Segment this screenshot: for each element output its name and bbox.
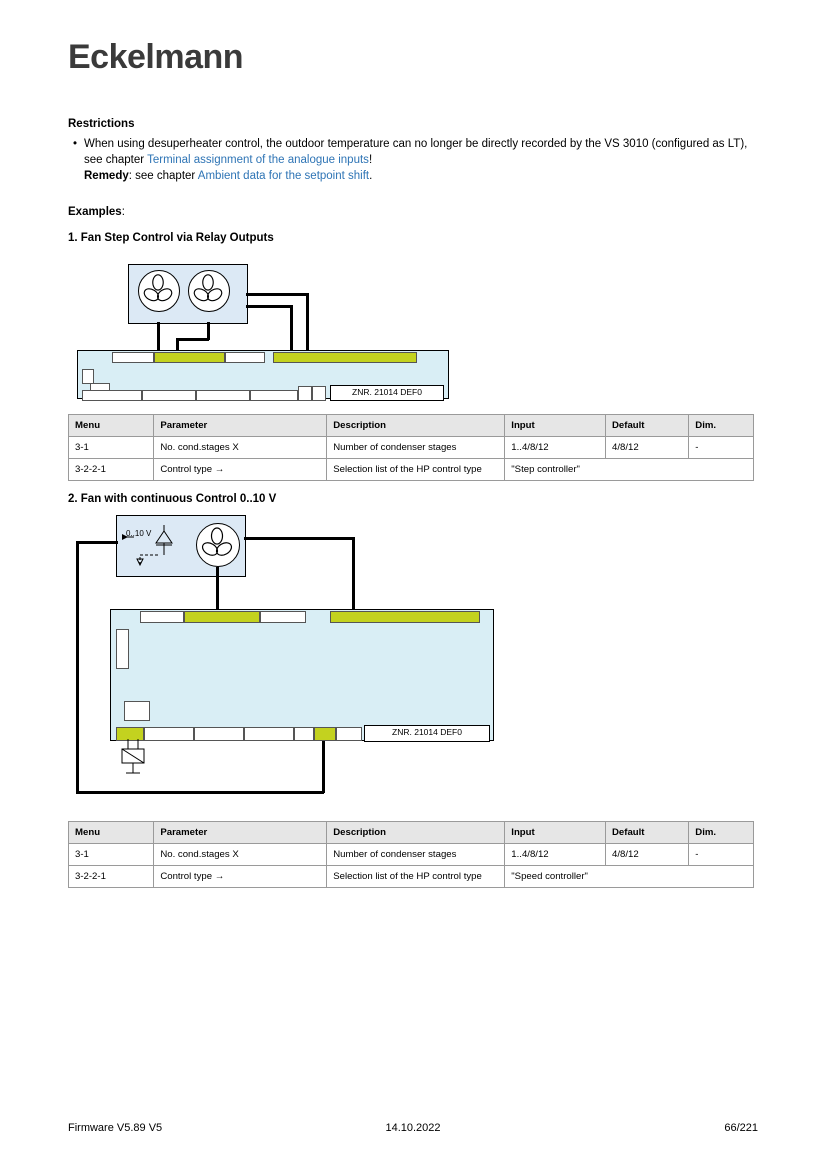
cell-description: Selection list of the HP control type [327,459,505,481]
terminal-strip [140,611,184,623]
terminal-strip [225,352,265,363]
th-default: Default [605,415,688,437]
wire [76,541,118,544]
th-menu: Menu [69,822,154,844]
cell-input: "Step controller" [505,459,754,481]
connector-block [116,629,129,669]
table-header-row [69,415,754,437]
th-parameter: Parameter [154,822,327,844]
cell-dim: - [689,437,754,459]
th-default: Default [605,822,688,844]
remedy-label: Remedy [84,170,129,182]
examples-heading [68,206,758,218]
relay-output-strip [273,352,417,363]
relay-output-strip [330,611,480,623]
wire [246,293,308,296]
remedy-pre: : see chapter [128,170,198,182]
parameter-table-1 [68,414,754,481]
cell-parameter: No. cond.stages X [154,844,327,866]
cell-menu: 3-2-2-1 [69,866,154,888]
wire [244,537,354,540]
voltage-label: 0..10 V [126,529,152,538]
fan-blades-icon [189,271,227,309]
wire [216,567,219,609]
bottom-terminal-strip [336,727,362,741]
cell-default: 4/8/12 [605,437,688,459]
th-dim: Dim. [689,822,754,844]
fan-blades-icon [197,524,237,564]
wire [157,322,160,351]
wire [290,305,293,351]
restrictions-heading: Restrictions [68,118,135,130]
fan-icon [188,270,230,312]
analogue-output-strip [184,611,260,623]
fan-icon [138,270,180,312]
bottom-terminal-strip [194,727,244,741]
bottom-terminal-strip [244,727,294,741]
relay-output-strip [154,352,225,363]
restriction-text: When using desuperheater control, the outdoor temperature can no longer be directly recorded by the VS 3010 (configured as LT), see chapter [84,138,748,166]
controller-board-2 [110,609,494,741]
cell-parameter: Control type → [154,866,327,888]
znr-label: ZNR. 21014 DEF0 [364,725,490,742]
terminal-strip [112,352,154,363]
bottom-terminal-strip [312,386,326,401]
table-row [69,459,754,481]
brand-logo: Eckelmann [68,38,244,76]
cell-input: 1..4/8/12 [505,437,606,459]
connector-block [124,701,150,721]
board-edge-label [80,364,86,384]
cell-dim: - [689,844,754,866]
znr-label: ZNR. 21014 DEF0 [330,385,444,401]
figure-fan-step-control [68,252,758,404]
bottom-terminal-strip [142,390,196,401]
cell-menu: 3-2-2-1 [69,459,154,481]
th-description: Description [327,822,505,844]
wire [176,338,209,341]
link-ambient-data[interactable]: Ambient data for the setpoint shift [197,170,370,182]
example-2-title: 2. Fan with continuous Control 0..10 V [68,493,277,505]
document-content [68,118,758,888]
link-terminal-assignment[interactable]: Terminal assignment of the analogue inputs [147,154,369,166]
table-header-row [69,822,754,844]
bottom-terminal-strip [196,390,250,401]
wire [246,305,292,308]
examples-colon: : [121,206,125,218]
wire [322,739,325,793]
table-row [69,437,754,459]
bottom-terminal-strip [294,727,314,741]
fan-icon [196,523,240,567]
cell-input: "Speed controller" [505,866,754,888]
cell-parameter: Control type → [154,459,327,481]
coil-symbol-icon [116,739,156,781]
bottom-terminal-strip [250,390,298,401]
cell-description: Number of condenser stages [327,844,505,866]
wire [76,791,324,794]
wire [306,293,309,351]
th-input: Input [505,822,606,844]
wire [352,537,355,609]
th-input: Input [505,415,606,437]
th-parameter: Parameter [154,415,327,437]
cell-menu: 3-1 [69,844,154,866]
cell-description: Number of condenser stages [327,437,505,459]
list-item [84,136,758,184]
cell-default: 4/8/12 [605,844,688,866]
th-menu: Menu [69,415,154,437]
restrictions-list [68,136,758,184]
th-description: Description [327,415,505,437]
cell-menu: 3-1 [69,437,154,459]
figure-fan-continuous-control [68,511,758,811]
table-row [69,844,754,866]
footer-date: 14.10.2022 [385,1122,441,1134]
terminal-strip [260,611,306,623]
remedy-post: . [369,170,373,182]
table-row [69,866,754,888]
example-1-title: 1. Fan Step Control via Relay Outputs [68,232,274,244]
bottom-terminal-strip [82,390,142,401]
cell-parameter: No. cond.stages X [154,437,327,459]
fan-blades-icon [139,271,177,309]
footer-firmware: Firmware V5.89 V5 [68,1122,163,1134]
bottom-output-strip [314,727,336,741]
cell-input: 1..4/8/12 [505,844,606,866]
footer-page-number: 66/221 [724,1122,758,1134]
cell-description: Selection list of the HP control type [327,866,505,888]
bottom-terminal-strip [298,386,312,401]
th-dim: Dim. [689,415,754,437]
examples-label: Examples [68,206,122,218]
restriction-text-post: ! [368,154,373,166]
parameter-table-2 [68,821,754,888]
